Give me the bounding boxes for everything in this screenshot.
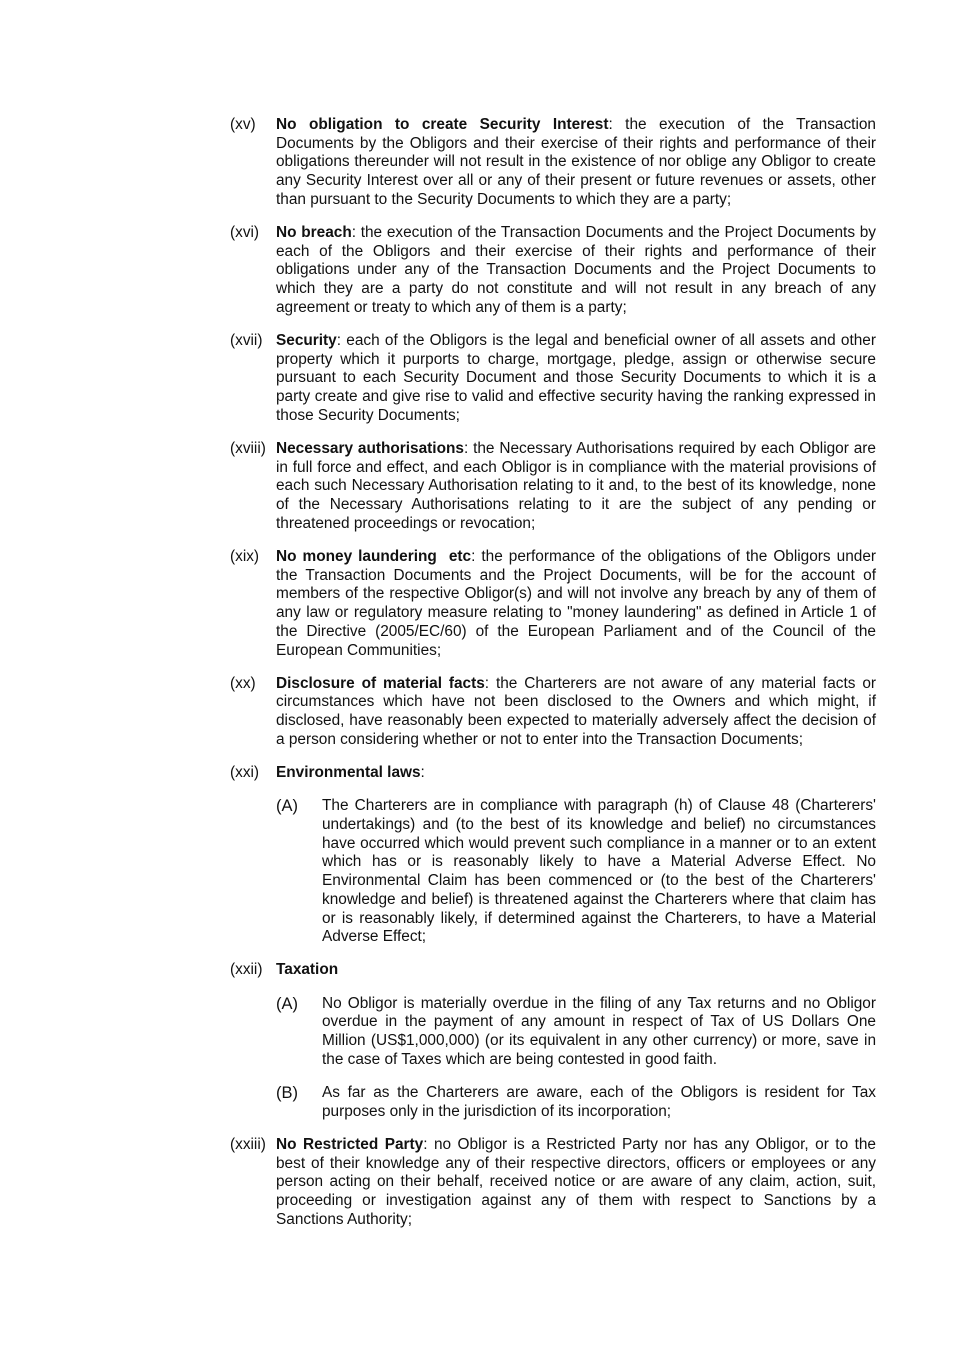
clause-body xyxy=(276,548,876,660)
clause-number: (xvii) xyxy=(230,332,263,350)
clause-number: (xxii) xyxy=(230,961,263,979)
clause-xvi xyxy=(230,224,876,318)
clause-xv xyxy=(230,116,876,210)
clause-text: : each of the Obligors is the legal and beneficial owner of all assets and other property which it purports to charge, mortgage, pledge, assign or otherwise secure pursuant to each Security Document and those Security Documents to which it is a party create and give rise to valid and effective security having the ranking expressed in those Security Documents; xyxy=(276,332,876,424)
clause-body xyxy=(276,1136,876,1230)
clause-xx xyxy=(230,675,876,750)
clause-xxii xyxy=(230,961,876,1121)
clause-number: (xxiii) xyxy=(230,1135,266,1153)
clause-heading: No breach xyxy=(276,224,352,242)
subclause-number: (A) xyxy=(276,994,298,1013)
clause-text: : xyxy=(420,764,425,782)
clause-text: : the performance of the obligations of the Obligors under the Transaction Documents and the Project Documents, will be for the account of members of the respective Obligor(s) and will not involve any breach by any of them of any law or regulatory measure relating to "money laundering" as defined in Article 1 of the Directive (2005/EC/60) of the European Parliament and of the Council of the European Communities; xyxy=(276,548,876,659)
subclause-text: As far as the Charterers are aware, each of the Obligors is resident for Tax purposes only in the jurisdiction of its incorporation; xyxy=(322,1083,876,1120)
subclause-a xyxy=(276,797,876,947)
subclause-text: No Obligor is materially overdue in the filing of any Tax returns and no Obligor overdue in the payment of any amount in respect of Tax of US Dollars One Million (US$1,000,000) (or its equivalent in any other currency) or more, save in the case of Taxes which are being contested in good faith. xyxy=(322,994,876,1068)
clause-body xyxy=(276,764,876,947)
clause-heading: No obligation to create Security Interest xyxy=(276,116,609,133)
clause-text: : the Charterers are not aware of any material facts or circumstances which have not been disclosed to the Owners and which might, if disclosed, have reasonably been expected to materially adversely affect the decision of a person considering whether or not to enter into the Transaction Documents; xyxy=(276,674,876,748)
clause-number: (xxi) xyxy=(230,764,260,782)
clause-number: (xix) xyxy=(230,548,260,566)
clause-heading: Disclosure of material facts xyxy=(276,674,485,692)
clause-text: : the Necessary Authorisations required by each Obligor are in full force and effect, and each Obligor is in compliance with the material provisions of each such Necessary Authorisation relating to it and, to the best of its knowledge, none of the Necessary Authorisations relating to it are the subject of any pending or threatened proceedings or revocation; xyxy=(276,440,876,532)
clause-xvii xyxy=(230,332,876,426)
clause-number: (xv) xyxy=(230,116,256,133)
clause-body xyxy=(276,224,876,318)
clause-body xyxy=(276,440,876,534)
clause-heading: Taxation xyxy=(276,961,339,979)
clause-xix xyxy=(230,548,876,660)
clause-xxiii xyxy=(230,1136,876,1230)
clause-heading: Security xyxy=(276,332,337,350)
clause-xviii xyxy=(230,440,876,534)
clause-number: (xvi) xyxy=(230,224,260,242)
document-page xyxy=(230,116,876,1244)
clause-text: : the execution of the Transaction Documents and the Project Documents by each of the Obligors and their exercise of their rights and performance of their obligations under any of the Transaction Documents and the Project Documents to which they are a party do not constitute and will not result in any breach of any agreement or treaty to which any of them is a party; xyxy=(276,224,876,316)
clause-heading: No money laundering etc xyxy=(276,548,472,566)
clause-heading: No Restricted Party xyxy=(276,1135,424,1153)
clause-body xyxy=(276,116,876,210)
clause-heading: Necessary authorisations xyxy=(276,440,464,458)
subclause-text: The Charterers are in compliance with paragraph (h) of Clause 48 (Charterers' undertakings) and (to the best of its knowledge and belief) no circumstances have occurred which would prevent such compliance in a manner or to an extent which has or is reasonably likely to have a Material Adverse Effect. No Environmental Claim has been commenced or (to the best of the Charterers' knowledge and belief) is threatened against the Charterers where that claim has or is reasonably likely, if determined against the Charterers, to have a Material Adverse Effect; xyxy=(322,797,876,946)
clause-body xyxy=(276,675,876,750)
subclause-b xyxy=(276,1084,876,1121)
clause-text: : the execution of the Transaction Documents by the Obligors and their exercise of their rights and performance of their obligations thereunder will not result in the existence of nor oblige any Obligor to create any Security Interest over all or any of their present or future revenues or assets, other than pursuant to the Security Documents to which they are a party; xyxy=(276,116,876,208)
subclause-a xyxy=(276,995,876,1070)
clause-text: : no Obligor is a Restricted Party nor has any Obligor, or to the best of their knowledge any of their respective directors, officers or employees or any person acting on their behalf, received notice or are aware of any claim, action, suit, proceeding or investigation against any of them with respect to Sanctions by a Sanctions Authority; xyxy=(276,1135,876,1228)
clause-heading: Environmental laws xyxy=(276,764,421,782)
clause-number: (xviii) xyxy=(230,440,266,458)
subclause-number: (B) xyxy=(276,1083,298,1102)
clause-body xyxy=(276,332,876,426)
clause-number: (xx) xyxy=(230,674,256,692)
clause-body xyxy=(276,961,876,1121)
clause-xxi xyxy=(230,764,876,947)
subclause-number: (A) xyxy=(276,797,298,816)
